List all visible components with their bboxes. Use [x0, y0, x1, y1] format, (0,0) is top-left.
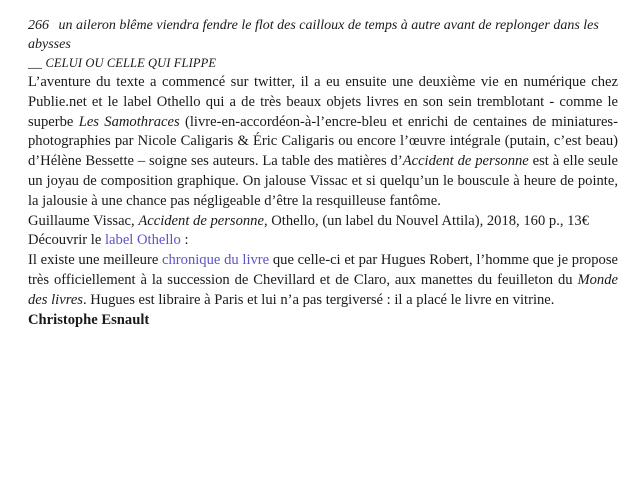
paragraph-intro [28, 73, 618, 212]
paragraph-intro-part2: (livre-en-accordéon-à-l’encre-bleu et enrichi de centaines de miniatures-photographies par Nicole Caligaris & Éric Caligaris ou encore l’œuvre intégrale (putain, c’est beau) d’Hélène Bessette – soigne ses auteurs. La table des matières d’ [28, 113, 618, 170]
paragraph-chronicle-part2: que celle-ci et par Hugues Robert, l’homme que je propose très officiellement à la succession de Chevillard et de Claro, aux manettes du feuilleton du [28, 252, 618, 288]
book-reference [28, 212, 618, 232]
book-title-accident: Accident de personne [402, 153, 529, 170]
quote-dash: __ [28, 56, 42, 71]
label-othello-link[interactable]: label Othello [105, 232, 181, 249]
quote-number: 266 [28, 18, 49, 33]
reference-title: Accident de personne [138, 212, 264, 229]
monde-des-livres-title: Monde des livres [28, 271, 618, 308]
paragraph-intro-part3: est à elle seule un joyau de composition graphique. On jalouse Vissac et si quelqu’un le bouscule à heure de pointe, la jalousie à une chance pas négligeable d’être la resquilleuse fantôme. [28, 153, 619, 209]
paragraph-chronicle-part3: . Hugues est libraire à Paris et lui n’a pas tergiversé : il a placé le livre en vitrine. [82, 291, 555, 308]
quote-block [28, 16, 618, 73]
discover-suffix: : [180, 232, 189, 249]
chronique-link[interactable]: chronique du livre [162, 252, 270, 269]
discover-prefix: Découvrir le [28, 232, 105, 249]
author-signature: Christophe Esnault [28, 311, 150, 328]
article-body [28, 16, 618, 330]
paragraph-chronicle [28, 251, 618, 310]
quote-text: un aileron blême viendra fendre le flot des cailloux de temps à autre avant de replonger dans les abysses [28, 18, 599, 52]
book-title-samothraces: Les Samothraces [78, 113, 180, 130]
paragraph-intro-part1: L’aventure du texte a commencé sur twitter, il a eu ensuite une deuxième vie en numérique chez Publie.net et le label Othello qui a de très beaux objets livres en son sein tremblotant - comme le superbe [28, 74, 618, 130]
discover-line [28, 231, 618, 251]
reference-details: , Othello, (un label du Nouvel Attila), 2018, 160 p., 13€ [263, 212, 590, 229]
reference-author: Guillaume Vissac, [28, 212, 139, 229]
quote-tag: CELUI OU CELLE QUI FLIPPE [45, 56, 217, 70]
paragraph-chronicle-part1: Il existe une meilleure [28, 252, 163, 269]
